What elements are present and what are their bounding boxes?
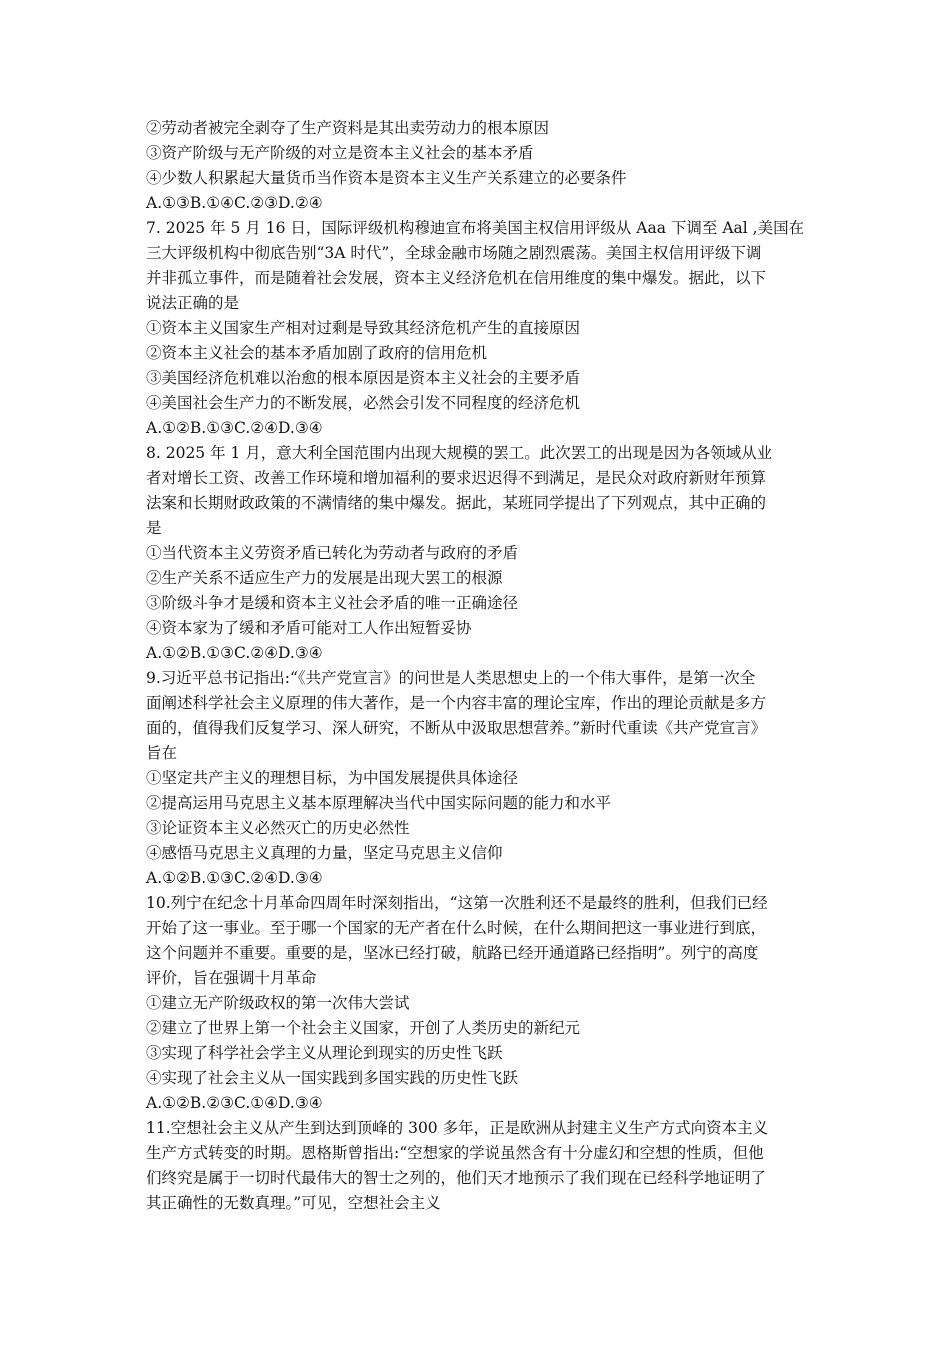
choice-item: ④少数人积累起大量货币当作资本是资本主义生产关系建立的必要条件 bbox=[146, 169, 627, 187]
question-stem-line: 开始了这一事业。至于哪一个国家的无产者在什么时候，在什么期间把这一事业进行到底， bbox=[146, 919, 767, 937]
choice-item: ①建立无产阶级政权的第一次伟大尝试 bbox=[146, 994, 410, 1012]
question-11 bbox=[146, 1116, 818, 1216]
question-stem-line: 9.习近平总书记指出:“《共产党宣言》的问世是人类思想史上的一个伟大事件，是第一次全 bbox=[146, 669, 756, 687]
choice-item: ②资本主义社会的基本矛盾加剧了政府的信用危机 bbox=[146, 344, 488, 362]
question-9 bbox=[146, 666, 818, 891]
question-stem-line: 10.列宁在纪念十月革命四周年时深刻指出，“这第一次胜利还不是最终的胜利，但我们已经 bbox=[146, 894, 768, 912]
question-stem-line: 们终究是属于一切时代最伟大的智士之列的，他们天才地预示了我们现在已经科学地证明了 bbox=[146, 1169, 767, 1187]
question-stem-line: 三大评级机构中彻底告别“3A 时代”，全球金融市场随之剧烈震荡。美国主权信用评级下调 bbox=[146, 244, 762, 262]
question-stem-line: 评价，旨在强调十月革命 bbox=[146, 969, 317, 987]
choice-item: ④感悟马克思主义真理的力量，坚定马克思主义信仰 bbox=[146, 844, 503, 862]
question-stem-line: 其正确性的无数真理。”可见，空想社会主义 bbox=[146, 1194, 441, 1212]
question-stem-line: 说法正确的是 bbox=[146, 294, 240, 312]
choice-item: ④美国社会生产力的不断发展，必然会引发不同程度的经济危机 bbox=[146, 394, 581, 412]
question-7 bbox=[146, 216, 818, 441]
answer-options: A.①②B.①③C.②④D.③④ bbox=[146, 644, 323, 662]
question-10 bbox=[146, 891, 818, 1116]
question-stem-line: 7. 2025 年 5 月 16 日，国际评级机构穆迪宣布将美国主权信用评级从 Aaa 下调至 Aal ,美国在 bbox=[146, 219, 805, 237]
choice-item: ①当代资本主义劳资矛盾已转化为劳动者与政府的矛盾 bbox=[146, 544, 519, 562]
choice-item: ②生产关系不适应生产力的发展是出现大罢工的根源 bbox=[146, 569, 503, 587]
question-stem-line: 这个问题并不重要。重要的是，坚冰已经打破，航路已经开通道路已经指明”。列宁的高度 bbox=[146, 944, 759, 962]
question-stem-line: 面阐述科学社会主义原理的伟大著作，是一个内容丰富的理论宝库，作出的理论贡献是多方 bbox=[146, 694, 767, 712]
choice-item: ①坚定共产主义的理想目标，为中国发展提供具体途径 bbox=[146, 769, 519, 787]
choice-item: ④资本家为了缓和矛盾可能对工人作出短暂妥协 bbox=[146, 619, 472, 637]
question-stem-line: 生产方式转变的时期。恩格斯曾指出:“空想家的学说虽然含有十分虚幻和空想的性质，但他 bbox=[146, 1144, 764, 1162]
answer-options: A.①②B.①③C.②④D.③④ bbox=[146, 419, 323, 437]
choice-item: ①资本主义国家生产相对过剩是导致其经济危机产生的直接原因 bbox=[146, 319, 581, 337]
choice-item: ③实现了科学社会学主义从理论到现实的历史性飞跃 bbox=[146, 1044, 503, 1062]
question-stem-line: 是 bbox=[146, 519, 162, 537]
exam-text bbox=[146, 116, 818, 1216]
answer-options: A.①②B.②③C.①④D.③④ bbox=[146, 1094, 323, 1112]
question-stem-line: 旨在 bbox=[146, 744, 178, 762]
question-stem-line: 并非孤立事件，而是随着社会发展，资本主义经济危机在信用维度的集中爆发。据此，以下 bbox=[146, 269, 767, 287]
question-stem-line: 面的，值得我们反复学习、深人研究，不断从中汲取思想营养。”新时代重读《共产党宣言》 bbox=[146, 719, 767, 737]
choice-item: ③论证资本主义必然灭亡的历史必然性 bbox=[146, 819, 410, 837]
choice-item: ②建立了世界上第一个社会主义国家，开创了人类历史的新纪元 bbox=[146, 1019, 581, 1037]
choice-item: ②提高运用马克思主义基本原理解决当代中国实际问题的能力和水平 bbox=[146, 794, 612, 812]
choice-item: ③资产阶级与无产阶级的对立是资本主义社会的基本矛盾 bbox=[146, 144, 534, 162]
choice-item: ④实现了社会主义从一国实践到多国实践的历史性飞跃 bbox=[146, 1069, 519, 1087]
question-stem-line: 11.空想社会主义从产生到达到顶峰的 300 多年，正是欧洲从封建主义生产方式向资本主义 bbox=[146, 1119, 769, 1137]
choice-item: ②劳动者被完全剥夺了生产资料是其出卖劳动力的根本原因 bbox=[146, 119, 550, 137]
answer-options: A.①②B.①③C.②④D.③④ bbox=[146, 869, 323, 887]
question-stem-line: 8. 2025 年 1 月，意大利全国范围内出现大规模的罢工。此次罢工的出现是因为各领域从业 bbox=[146, 444, 773, 462]
question-stem-line: 者对增长工资、改善工作环境和增加福利的要求迟迟得不到满足，是民众对政府新财年预算 bbox=[146, 469, 767, 487]
choice-item: ③美国经济危机难以治愈的根本原因是资本主义社会的主要矛盾 bbox=[146, 369, 581, 387]
question-6-tail bbox=[146, 116, 818, 216]
answer-options: A.①③B.①④C.②③D.②④ bbox=[146, 194, 323, 212]
question-8 bbox=[146, 441, 818, 666]
question-stem-line: 法案和长期财政政策的不满情绪的集中爆发。据此，某班同学提出了下列观点，其中正确的 bbox=[146, 494, 767, 512]
choice-item: ③阶级斗争才是缓和资本主义社会矛盾的唯一正确途径 bbox=[146, 594, 519, 612]
